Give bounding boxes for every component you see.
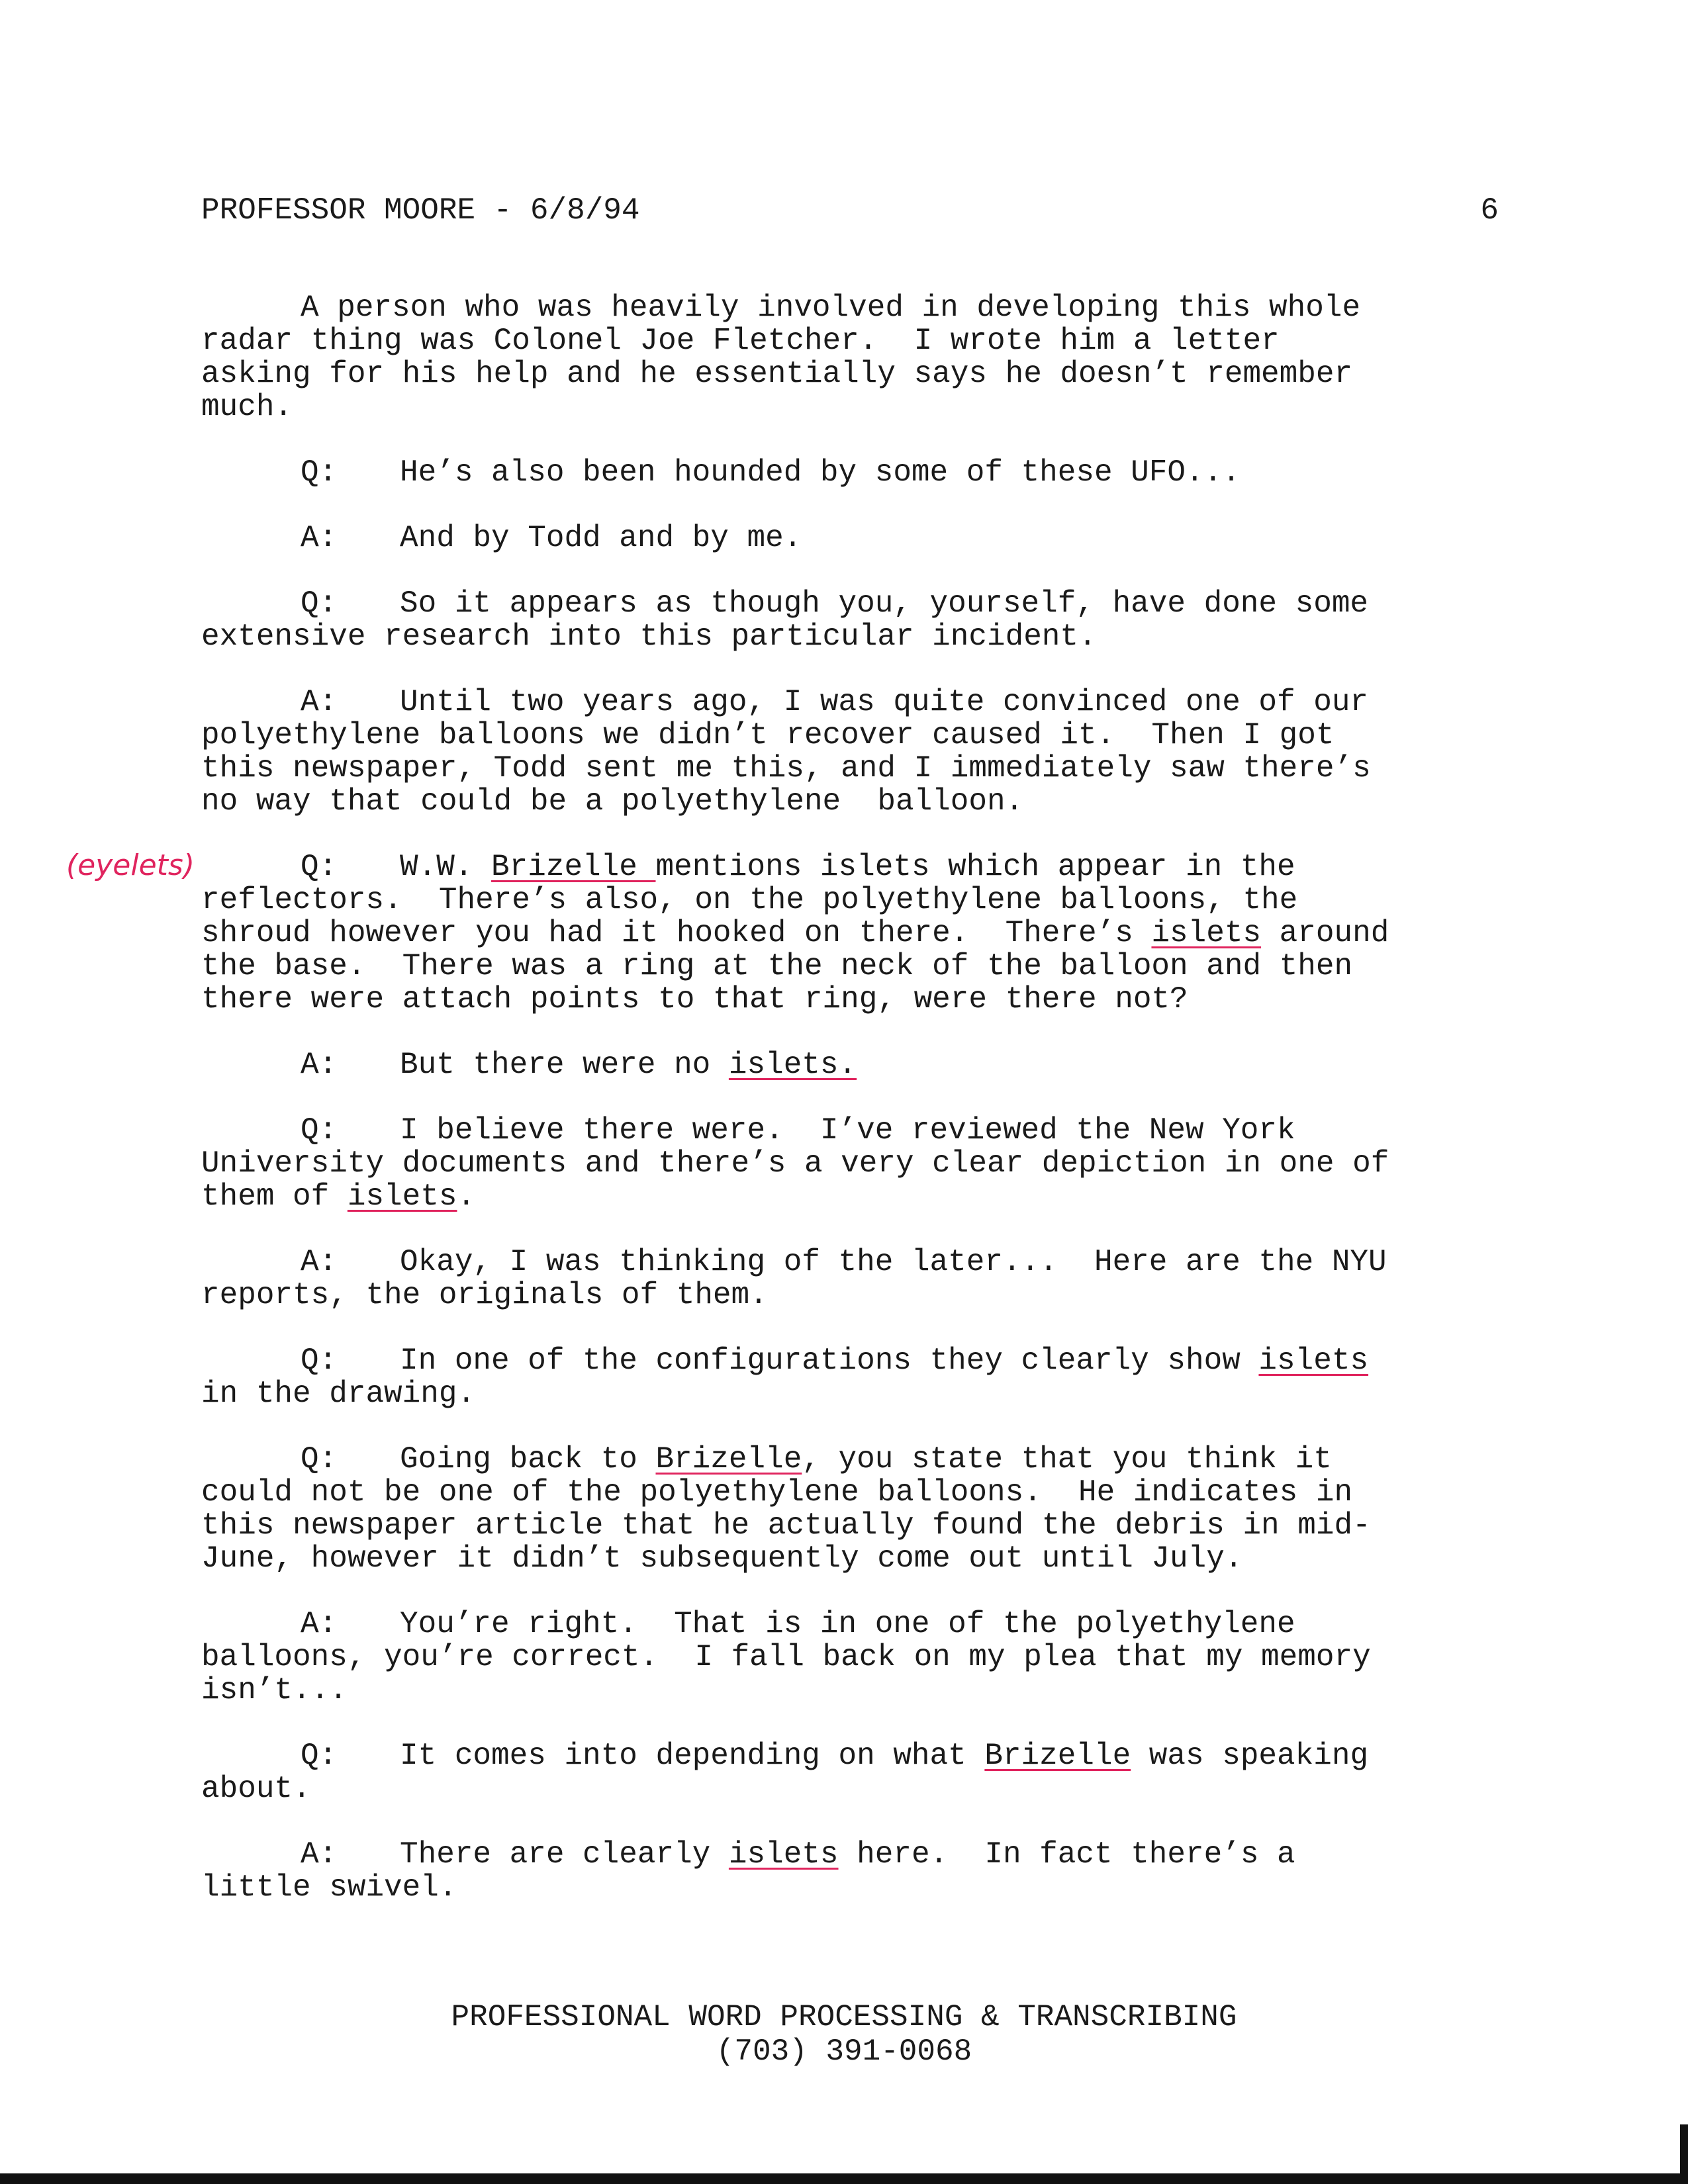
paragraph — [201, 1048, 1512, 1081]
paragraph-text: , you state that you think it could not be one of the polyethylene balloons. He indicates in this newspaper article that he actually found the debris in mid- June, however it didn’t subsequently come out until July. — [201, 1442, 1371, 1576]
header-title: PROFESSOR MOORE - 6/8/94 — [201, 193, 640, 228]
page-footer — [0, 2000, 1688, 2069]
paragraph — [201, 1838, 1512, 1904]
paragraph-text: It comes into depending on what — [400, 1739, 985, 1773]
handwritten-margin-note: (eyelets) — [66, 848, 195, 882]
paragraph — [201, 686, 1512, 818]
paragraph — [201, 1344, 1512, 1410]
scan-border-corner — [1680, 2124, 1688, 2184]
paragraph — [201, 587, 1512, 653]
speaker-label: Q: — [301, 586, 338, 621]
underlined-word: islets — [1151, 916, 1262, 950]
speaker-label: Q: — [301, 455, 338, 490]
paragraph-text: A person who was heavily involved in developing this whole radar thing was Colonel Joe Fletcher. I wrote him a letter asking for his help and he essentially says he doesn’t remember much. — [201, 291, 1361, 424]
paragraph — [201, 522, 1512, 555]
speaker-label: A: — [301, 1245, 338, 1279]
speaker-label: Q: — [301, 1343, 338, 1378]
underlined-word: islets — [728, 1837, 839, 1872]
paragraph-text: But there were no — [400, 1048, 729, 1082]
scan-border-bottom — [0, 2173, 1688, 2184]
underlined-word: Brizelle — [655, 1442, 802, 1477]
paragraph-text: was speaking about. — [201, 1739, 1369, 1806]
paragraph-text: There are clearly — [400, 1837, 729, 1872]
paragraph-text: around the base. There was a ring at the neck of the balloon and then there were attach points to that ring, were there not? — [201, 916, 1389, 1017]
speaker-label: A: — [301, 1837, 338, 1872]
paragraph-text: . — [457, 1179, 476, 1214]
underlined-word: Brizelle — [984, 1739, 1131, 1773]
paragraph-text: I believe there were. I’ve reviewed the New York University documents and there’s a very clear depiction in one of them of — [201, 1113, 1389, 1214]
paragraph-text: Going back to — [400, 1442, 656, 1477]
paragraph-text: in the drawing. — [201, 1377, 476, 1411]
speaker-label: Q: — [301, 850, 338, 884]
underlined-word: islets — [347, 1179, 457, 1214]
footer-company: PROFESSIONAL WORD PROCESSING & TRANSCRIBING — [451, 2000, 1237, 2034]
paragraph-text: In one of the configurations they clearly show — [400, 1343, 1259, 1378]
speaker-label: A: — [301, 521, 338, 555]
paragraph-text: Okay, I was thinking of the later... Here are the NYU reports, the originals of them. — [201, 1245, 1387, 1312]
paragraph — [201, 1608, 1512, 1707]
paragraph-text: here. In fact there’s a little swivel. — [201, 1837, 1295, 1905]
speaker-label: Q: — [301, 1739, 338, 1773]
paragraph — [201, 1246, 1512, 1312]
underlined-word: Brizelle — [491, 850, 656, 884]
paragraph — [201, 1114, 1512, 1213]
footer-phone: (703) 391-0068 — [716, 2034, 972, 2069]
paragraph — [201, 1739, 1512, 1805]
paragraph-text: And by Todd and by me. — [400, 521, 802, 555]
speaker-label: A: — [301, 685, 338, 719]
page-number: 6 — [1480, 193, 1499, 228]
underlined-word: islets. — [728, 1048, 857, 1082]
paragraph-text: So it appears as though you, yourself, have done some extensive research into this particular incident. — [201, 586, 1369, 654]
paragraph-text: You’re right. That is in one of the polyethylene balloons, you’re correct. I fall back on my plea that my memory isn’t... — [201, 1607, 1371, 1707]
speaker-label: Q: — [301, 1442, 338, 1477]
speaker-label: A: — [301, 1607, 338, 1641]
paragraph — [201, 1443, 1512, 1575]
paragraph — [201, 850, 1512, 1016]
underlined-word: islets — [1258, 1343, 1369, 1378]
paragraph-text: He’s also been hounded by some of these UFO... — [400, 455, 1241, 490]
speaker-label: Q: — [301, 1113, 338, 1148]
speaker-label: A: — [301, 1048, 338, 1082]
paragraph-text: mentions islets which appear in the reflectors. There’s also, on the polyethylene balloons, the shroud however you had it hooked on there. There’s — [201, 850, 1298, 950]
paragraph — [201, 291, 1512, 424]
paragraph-text: W.W. — [400, 850, 492, 884]
transcript-body — [201, 291, 1512, 1936]
paragraph — [201, 456, 1512, 489]
paragraph-text: Until two years ago, I was quite convinced one of our polyethylene balloons we didn’t recover caused it. Then I got this newspaper, Todd sent me this, and I immediately saw there’s no way that could be a polyethylene balloon. — [201, 685, 1371, 819]
